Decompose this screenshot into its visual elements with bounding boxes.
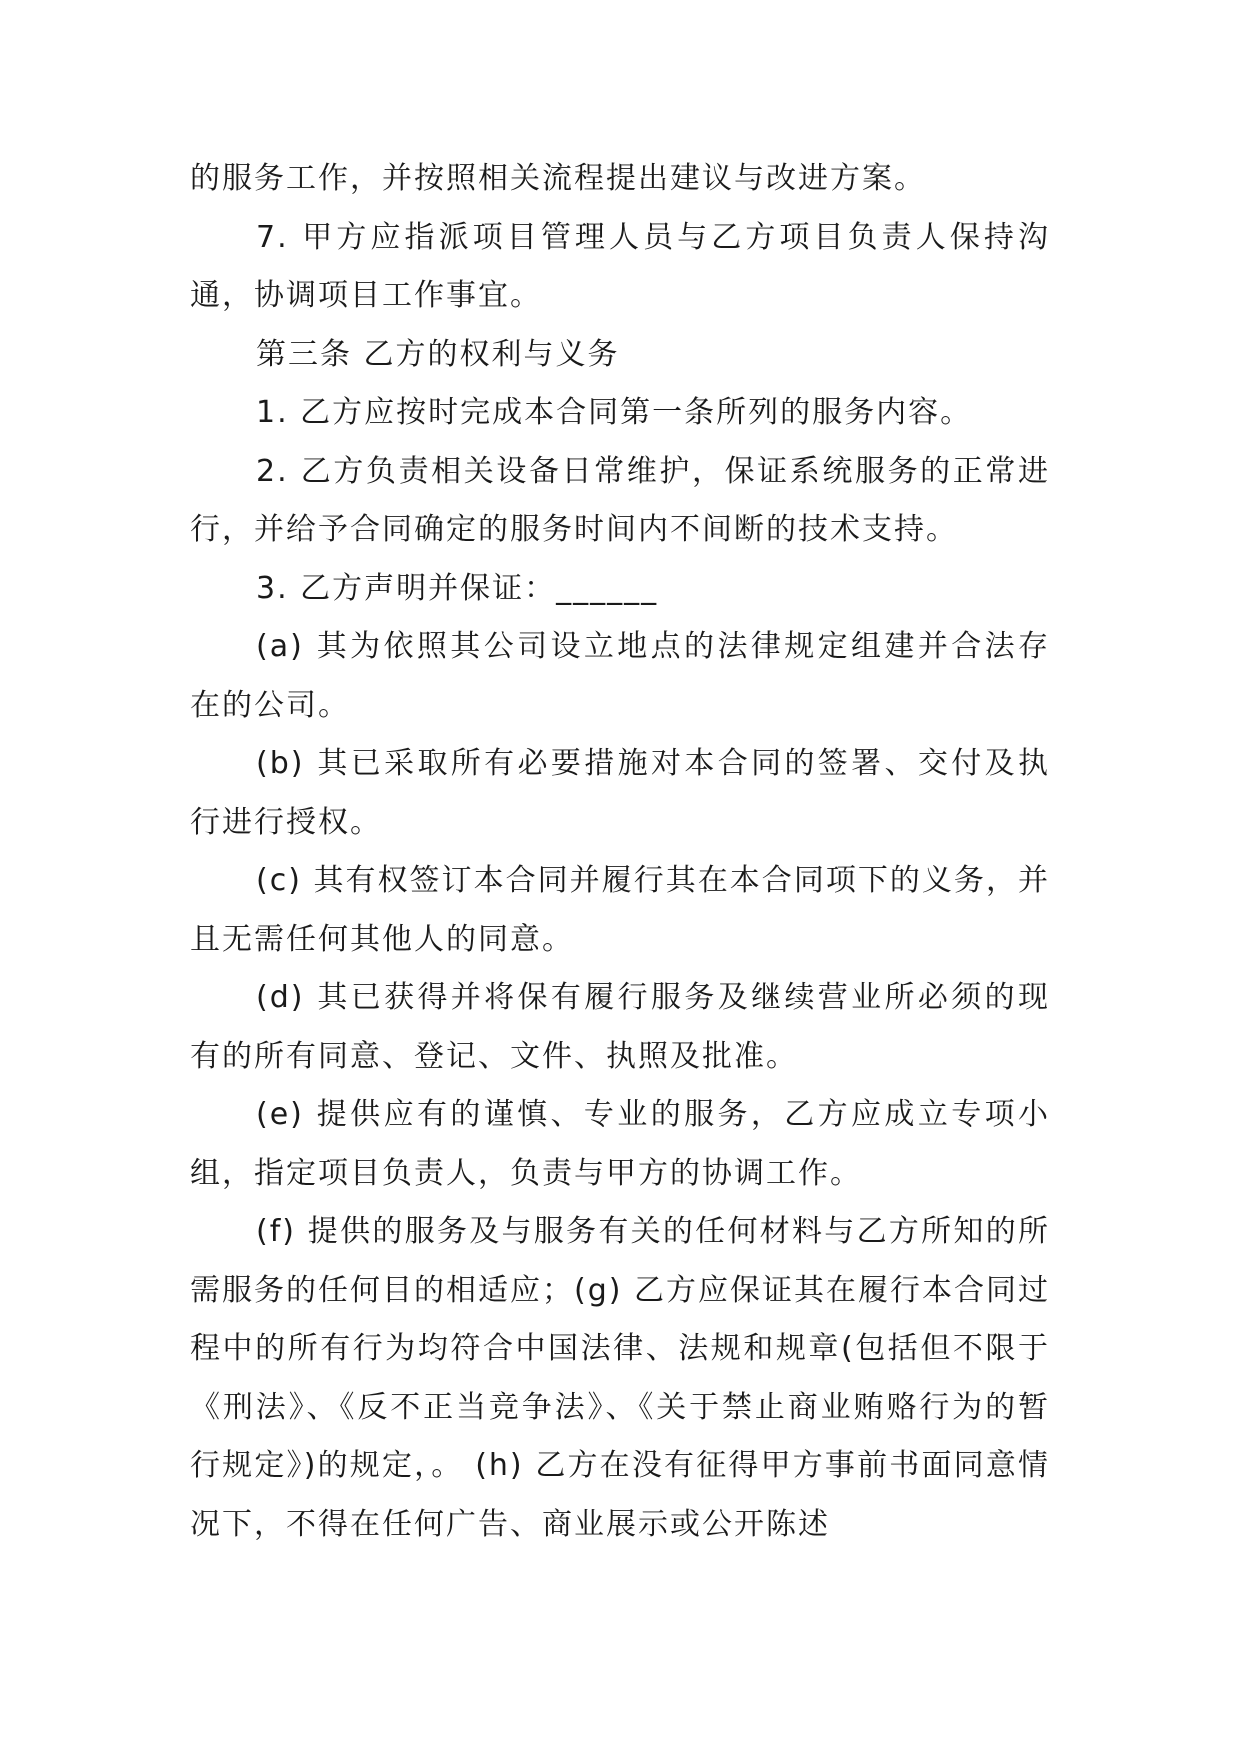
paragraph-item-b: (b) 其已采取所有必要措施对本合同的签署、交付及执行进行授权。 (190, 746, 1050, 840)
paragraph-item-a: (a) 其为依照其公司设立地点的法律规定组建并合法存在的公司。 (190, 629, 1050, 723)
paragraph-item-d: (d) 其已获得并将保有履行服务及继续营业所必须的现有的所有同意、登记、文件、执照及批准。 (190, 980, 1050, 1074)
paragraph-clause-3: 3. 乙方声明并保证：______ (256, 570, 659, 606)
paragraph-clause-2: 2. 乙方负责相关设备日常维护，保证系统服务的正常进行，并给予合同确定的服务时间内不间断的技术支持。 (190, 453, 1050, 547)
paragraph-item-f-g-h: (f) 提供的服务及与服务有关的任何材料与乙方所知的所需服务的任何目的相适应；(g) 乙方应保证其在履行本合同过程中的所有行为均符合中国法律、法规和规章(包括但不限于《刑法》、《反不正当竞争法》、《关于禁止商业贿赂行为的暂行规定》)的规定，。 (h) 乙方在没有征得甲方事前书面同意情况下，不得在任何广告、商业展示或公开陈述 (190, 1214, 1050, 1542)
paragraph-continuation: 的服务工作，并按照相关流程提出建议与改进方案。 (190, 161, 926, 196)
paragraph-clause-7: 7. 甲方应指派项目管理人员与乙方项目负责人保持沟通，协调项目工作事宜。 (190, 219, 1050, 313)
paragraph-item-c: (c) 其有权签订本合同并履行其在本合同项下的义务，并且无需任何其他人的同意。 (190, 863, 1050, 957)
paragraph-item-e: (e) 提供应有的谨慎、专业的服务，乙方应成立专项小组，指定项目负责人，负责与甲方的协调工作。 (190, 1097, 1050, 1191)
paragraph-clause-1: 1. 乙方应按时完成本合同第一条所列的服务内容。 (256, 395, 973, 430)
section-heading-article-3: 第三条 乙方的权利与义务 (256, 336, 620, 372)
contract-body (190, 150, 1050, 1554)
